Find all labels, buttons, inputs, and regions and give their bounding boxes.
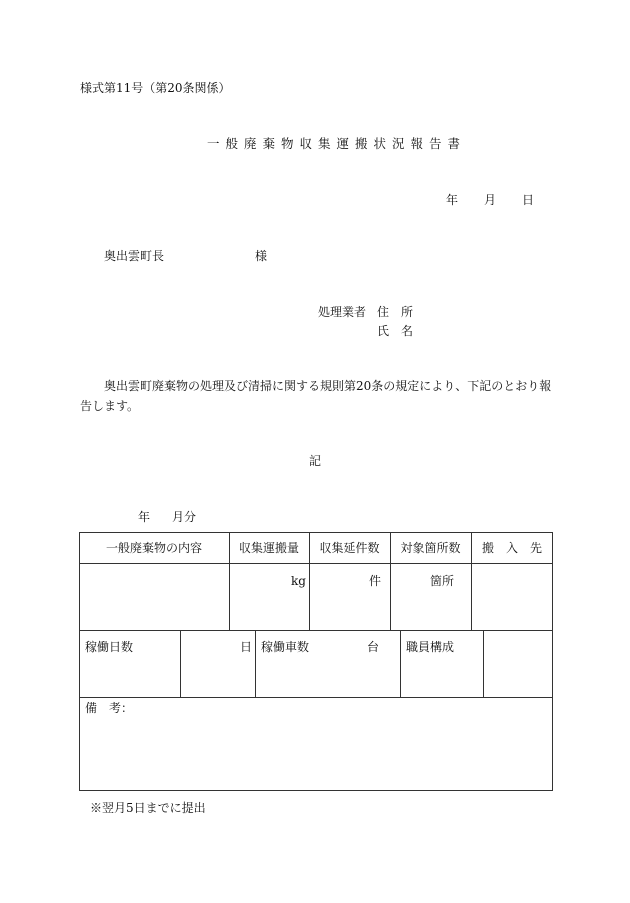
reporter-role: 処理業者	[318, 305, 367, 319]
work-days-label: 稼働日数	[85, 640, 134, 654]
header-destination-label: 搬 入 先	[481, 541, 542, 555]
addressee-honorific: 様	[255, 249, 268, 263]
body-paragraph: 奥出雲町廃棄物の処理及び清掃に関する規則第20条の規定により、下記のとおり報告します。	[80, 379, 552, 413]
header-count-label: 収集延件数	[319, 541, 380, 555]
header-amount-label: 収集運搬量	[238, 541, 299, 555]
date-day: 日	[522, 193, 535, 207]
footnote: ※翌月5日までに提出	[90, 801, 206, 815]
date-line	[446, 194, 534, 206]
date-year: 年	[446, 193, 459, 207]
header-locations-label: 対象箇所数	[400, 541, 461, 555]
vehicles-unit: 台	[367, 640, 380, 654]
period-line	[138, 511, 196, 523]
addressee-name: 奥出雲町長	[104, 249, 165, 263]
date-month: 月	[484, 193, 497, 207]
reporter-address-label: 住 所	[377, 305, 414, 319]
period-month-suffix: 月分	[172, 510, 197, 524]
form-number: 様式第11号（第20条関係）	[80, 81, 231, 95]
unit-kg: kg	[291, 574, 306, 588]
ki-label: 記	[309, 454, 322, 468]
unit-ken: 件	[369, 574, 382, 588]
period-year: 年	[138, 510, 151, 524]
unit-kasho: 箇所	[430, 574, 455, 588]
document-title: 一般廃棄物収集運搬状況報告書	[207, 136, 467, 151]
report-grid	[79, 532, 553, 791]
reporter-name-label: 氏 名	[377, 324, 414, 338]
header-content-label: 一般廃棄物の内容	[105, 541, 202, 555]
vehicles-label: 稼働車数	[261, 640, 310, 654]
staff-label: 職員構成	[406, 640, 455, 654]
remarks-label: 備 考：	[85, 701, 134, 715]
work-days-unit: 日	[240, 640, 253, 654]
